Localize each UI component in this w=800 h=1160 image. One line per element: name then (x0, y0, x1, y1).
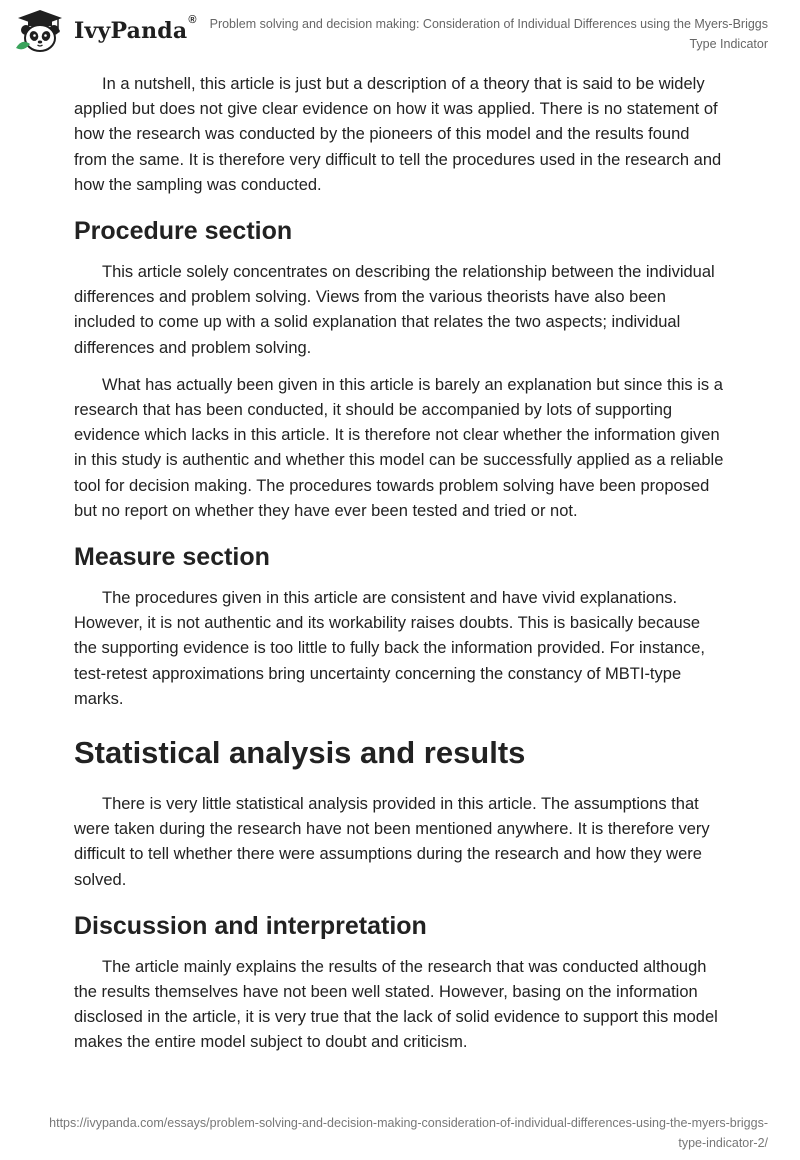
statistical-heading: Statistical analysis and results (74, 735, 526, 771)
brand-logo[interactable] (14, 8, 197, 54)
procedure-heading: Procedure section (74, 217, 293, 246)
measure-heading: Measure section (74, 543, 270, 572)
page-header (0, 0, 800, 60)
procedure-paragraph-2: What has actually been given in this article is barely an explanation but since this is a research that has been conducted, it should be accompanied by lots of supporting evidence which lacks in this article. It is therefore not clear whether the information given in this study is authentic and whether this model can be successfully applied as a reliable tool for decision making. The procedures towards problem solving have been proposed but no report on whether they have ever been tested and tried or not. (74, 375, 724, 520)
procedure-paragraph-1: This article solely concentrates on describing the relationship between the individual differences and problem solving. Views from the various theorists have also been included to come up with a solid explanation that relates the two aspects; individual differences and problem solving. (74, 263, 715, 357)
document-title: Problem solving and decision making: Consideration of Individual Differences using the Myers-Briggs Type Indicator (209, 17, 768, 51)
discussion-paragraph-1: The article mainly explains the results of the research that was conducted although the results themselves have not been well stated. However, basing on the information disclosed in the article, it is very true that the lack of solid evidence to support this model makes the entire model subject to doubt and criticism. (74, 957, 718, 1052)
statistical-paragraph-1: There is very little statistical analysis provided in this article. The assumptions that were taken during the research have not been mentioned anywhere. It is therefore very difficult to tell whether there were assumptions during the research and how they were solved. (74, 795, 710, 889)
measure-paragraph-1: The procedures given in this article are consistent and have vivid explanations. However, it is not authentic and its workability raises doubts. This is basically because the supporting evidence is too little to fully back the information provided. For instance, test-retest approximations bring uncertainty concerning the constancy of MBTI-type marks. (74, 589, 706, 708)
panda-graduation-cap-icon (14, 8, 66, 54)
article-content (74, 72, 726, 1068)
registered-mark: ® (188, 14, 197, 26)
discussion-heading: Discussion and interpretation (74, 911, 427, 940)
intro-paragraph: In a nutshell, this article is just but a description of a theory that is said to be widely applied but does not give clear evidence on how it was applied. There is no statement of how the research was conducted by the pioneers of this model and the results found from the same. It is therefore very difficult to tell the procedures used in the research and how the sampling was conducted. (74, 75, 722, 194)
brand-name: IvyPanda® (74, 14, 197, 44)
source-url[interactable]: https://ivypanda.com/essays/problem-solving-and-decision-making-consideration-of-individual-differences-using-the-myers-briggs-type-indicator-2/ (49, 1116, 768, 1150)
